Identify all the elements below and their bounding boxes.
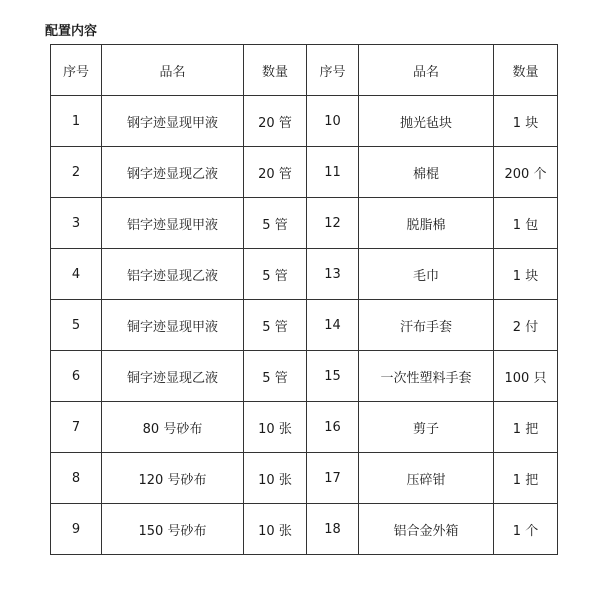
table-row [51, 453, 558, 504]
cell-index-2: 10 [307, 96, 359, 147]
cell-quantity-2: 100 只 [494, 351, 558, 402]
cell-item-name: 钢字迹显现乙液 [102, 147, 244, 198]
table-row [51, 96, 558, 147]
cell-index-2: 18 [307, 504, 359, 555]
cell-quantity: 10 张 [244, 504, 307, 555]
table-row [51, 147, 558, 198]
cell-index: 1 [51, 96, 102, 147]
header-cell-name: 品名 [102, 45, 244, 96]
cell-item-name-2: 毛巾 [359, 249, 494, 300]
cell-item-name-2: 棉棍 [359, 147, 494, 198]
cell-quantity-2: 2 付 [494, 300, 558, 351]
cell-item-name-2: 汗布手套 [359, 300, 494, 351]
table-row [51, 504, 558, 555]
cell-quantity: 5 管 [244, 300, 307, 351]
cell-quantity: 10 张 [244, 402, 307, 453]
cell-quantity-2: 1 块 [494, 96, 558, 147]
table-row [51, 198, 558, 249]
header-cell-index: 序号 [51, 45, 102, 96]
cell-quantity: 5 管 [244, 198, 307, 249]
header-cell-quantity-2: 数量 [494, 45, 558, 96]
header-cell-index-2: 序号 [307, 45, 359, 96]
cell-index: 5 [51, 300, 102, 351]
cell-item-name: 铜字迹显现甲液 [102, 300, 244, 351]
header-cell-quantity: 数量 [244, 45, 307, 96]
cell-quantity-2: 200 个 [494, 147, 558, 198]
cell-item-name: 120 号砂布 [102, 453, 244, 504]
cell-item-name-2: 抛光毡块 [359, 96, 494, 147]
cell-quantity-2: 1 块 [494, 249, 558, 300]
cell-index: 9 [51, 504, 102, 555]
cell-quantity: 5 管 [244, 249, 307, 300]
cell-index: 7 [51, 402, 102, 453]
cell-index: 6 [51, 351, 102, 402]
cell-item-name-2: 剪子 [359, 402, 494, 453]
header-cell-name-2: 品名 [359, 45, 494, 96]
cell-index-2: 16 [307, 402, 359, 453]
cell-index-2: 13 [307, 249, 359, 300]
cell-index: 3 [51, 198, 102, 249]
table-row [51, 300, 558, 351]
cell-item-name: 80 号砂布 [102, 402, 244, 453]
cell-item-name-2: 一次性塑料手套 [359, 351, 494, 402]
cell-item-name: 铜字迹显现乙液 [102, 351, 244, 402]
cell-index-2: 12 [307, 198, 359, 249]
cell-item-name-2: 压碎钳 [359, 453, 494, 504]
cell-quantity-2: 1 把 [494, 402, 558, 453]
table-row [51, 402, 558, 453]
cell-quantity: 10 张 [244, 453, 307, 504]
cell-index-2: 15 [307, 351, 359, 402]
cell-item-name: 150 号砂布 [102, 504, 244, 555]
cell-item-name: 铝字迹显现甲液 [102, 198, 244, 249]
table-row [51, 351, 558, 402]
cell-index: 4 [51, 249, 102, 300]
config-table-body [51, 45, 558, 555]
cell-quantity: 20 管 [244, 96, 307, 147]
cell-item-name: 钢字迹显现甲液 [102, 96, 244, 147]
cell-item-name-2: 脱脂棉 [359, 198, 494, 249]
header-row [51, 45, 558, 96]
cell-quantity-2: 1 包 [494, 198, 558, 249]
cell-item-name: 铝字迹显现乙液 [102, 249, 244, 300]
cell-quantity: 20 管 [244, 147, 307, 198]
cell-quantity-2: 1 把 [494, 453, 558, 504]
table-row [51, 249, 558, 300]
cell-index: 2 [51, 147, 102, 198]
cell-index-2: 17 [307, 453, 359, 504]
page-title: 配置内容 [45, 24, 98, 39]
cell-index-2: 14 [307, 300, 359, 351]
cell-index-2: 11 [307, 147, 359, 198]
cell-index: 8 [51, 453, 102, 504]
config-table [50, 44, 558, 555]
cell-quantity-2: 1 个 [494, 504, 558, 555]
cell-item-name-2: 铝合金外箱 [359, 504, 494, 555]
cell-quantity: 5 管 [244, 351, 307, 402]
